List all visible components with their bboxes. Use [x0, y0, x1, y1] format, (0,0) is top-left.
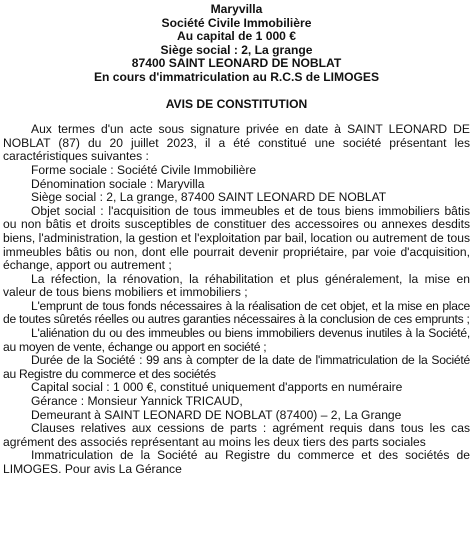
share-transfer-paragraph: Clauses relatives aux cessions de parts : agrément requis dans tous les cas agrément des associés représentant au moins les deux tiers des parts sociales: [3, 421, 470, 449]
corporate-purpose-paragraph: Objet social : l'acquisition de tous immeubles et de tous biens immobiliers bâtis ou non bâtis et droits susceptibles de constituer des accessoires ou annexes desdits biens, l'administration, la gestion et l'exploitation par bail, location ou autrement de tous immeubles bâtis ou non, dont elle pourrait devenir propriétaire, par voie d'acquisition, échange, apport ou autrement ;: [3, 203, 470, 273]
registration-paragraph: Immatriculation de la Société au Registre du commerce et des sociétés de LIMOGES. Pour avis La Gérance: [3, 448, 470, 476]
notice-title: AVIS DE CONSTITUTION: [165, 96, 308, 111]
disposal-paragraph: L'aliénation du ou des immeubles ou biens immobiliers devenus inutiles à la Société, au moyen de vente, échange ou apport en société ;: [3, 326, 470, 354]
company-name-line: Dénomination sociale : Maryvilla: [31, 176, 205, 191]
loan-paragraph: L'emprunt de tous fonds nécessaires à la réalisation de cet objet, et la mise en place de toutes sûretés réelles ou autres garanties nécessaires à la conclusion de ces emprunts ;: [3, 298, 470, 327]
capital-line: Capital social : 1 000 €, constitué uniquement d'apports en numéraire: [31, 380, 403, 395]
registration-status: En cours d'immatriculation au R.C.S de LIMOGES: [93, 69, 380, 84]
legal-form-line: Forme sociale : Société Civile Immobilière: [31, 162, 257, 177]
company-name: Maryvilla: [210, 2, 263, 16]
company-header: [3, 3, 470, 85]
duration-paragraph: Durée de la Société : 99 ans à compter de la date de l'immatriculation de la Société au Registre du commerce et des sociétés: [3, 353, 470, 381]
manager-address-line: Demeurant à SAINT LEONARD DE NOBLAT (87400) – 2, La Grange: [31, 407, 402, 422]
management-line: Gérance : Monsieur Yannick TRICAUD,: [31, 394, 243, 409]
notice-body: [3, 123, 470, 476]
company-form: Société Civile Immobilière: [161, 15, 312, 30]
office-city: 87400 SAINT LEONARD DE NOBLAT: [131, 56, 342, 71]
registered-office: Siège social : 2, La grange: [160, 42, 313, 57]
renovation-paragraph: La réfection, la rénovation, la réhabilitation et plus généralement, la mise en valeur de tous biens mobiliers et immobiliers ;: [3, 271, 470, 300]
share-capital: Au capital de 1 000 €: [177, 29, 296, 44]
registered-office-line: Siège social : 2, La grange, 87400 SAINT LEONARD DE NOBLAT: [31, 190, 387, 205]
intro-paragraph: Aux termes d'un acte sous signature privée en date à SAINT LEONARD DE NOBLAT (87) du 20 juillet 2023, il a été constitué une société présentant les caractéristiques suivantes :: [3, 122, 470, 164]
